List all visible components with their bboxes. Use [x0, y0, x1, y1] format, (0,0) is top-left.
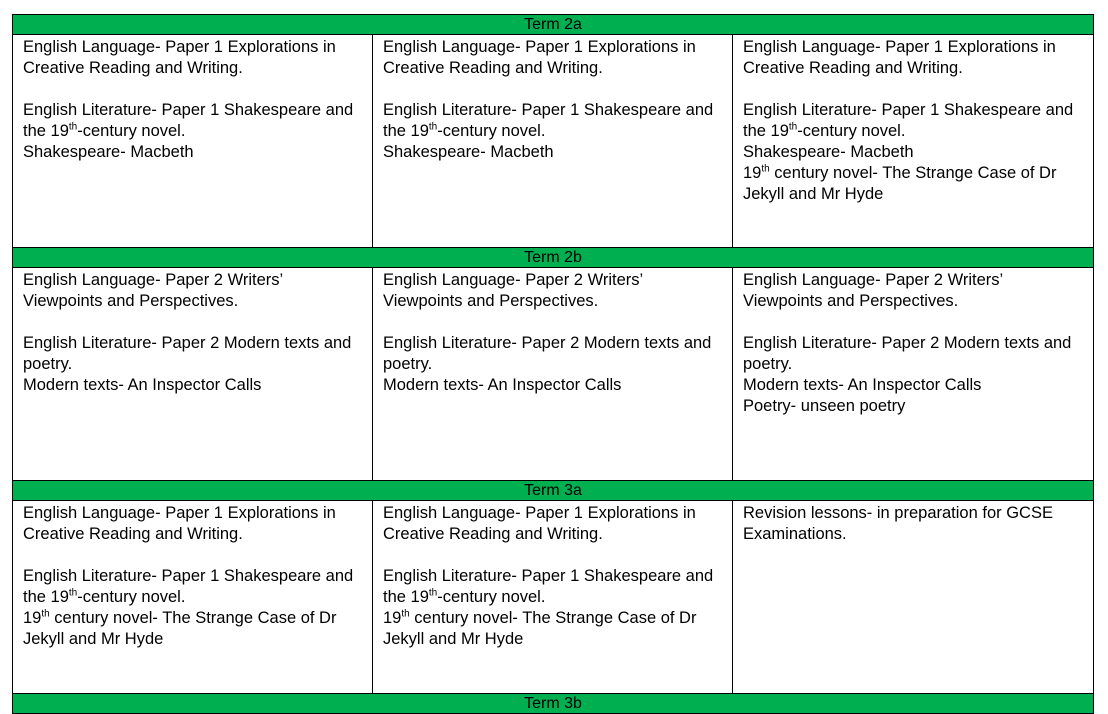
topic-line: Shakespeare- Macbeth: [743, 143, 914, 161]
literature-paper-text: English Literature- Paper 2 Modern texts and poetry.: [743, 334, 1072, 373]
topic-line: Poetry- unseen poetry: [743, 397, 906, 415]
term-cell: [733, 35, 1094, 248]
topic-line: Shakespeare- Macbeth: [383, 143, 554, 161]
curriculum-table-wrapper: [12, 14, 1093, 714]
term-header-row: [13, 694, 1094, 714]
novel-line: 19th century novel- The Strange Case of Dr Jekyll and Mr Hyde: [23, 608, 337, 648]
term-header: Term 3a: [13, 481, 1094, 501]
literature-paper-text: English Literature- Paper 1 Shakespeare and the 19th-century novel.: [743, 101, 1074, 140]
language-paper-text: English Language- Paper 2 Writers’ Viewpoints and Perspectives.: [383, 271, 643, 310]
term-cell: [373, 35, 733, 248]
term-header-row: [13, 481, 1094, 501]
term-cell: [13, 35, 373, 248]
language-paper-text: English Language- Paper 2 Writers’ Viewpoints and Perspectives.: [743, 271, 1003, 310]
revision-text: Revision lessons- in preparation for GCSE Examinations.: [743, 504, 1053, 543]
topic-line: Modern texts- An Inspector Calls: [743, 376, 982, 394]
language-paper-text: English Language- Paper 1 Explorations in Creative Reading and Writing.: [23, 38, 336, 77]
term-cell: [13, 268, 373, 481]
term-header-row: [13, 15, 1094, 35]
literature-paper-text: English Literature- Paper 2 Modern texts and poetry.: [383, 334, 712, 373]
novel-line: 19th century novel- The Strange Case of Dr Jekyll and Mr Hyde: [743, 163, 1057, 203]
language-paper-text: English Language- Paper 2 Writers’ Viewpoints and Perspectives.: [23, 271, 283, 310]
literature-paper-text: English Literature- Paper 1 Shakespeare and the 19th-century novel.: [23, 101, 354, 140]
term-row: [13, 35, 1094, 248]
language-paper-text: English Language- Paper 1 Explorations in Creative Reading and Writing.: [23, 504, 336, 543]
term-cell: [373, 268, 733, 481]
term-cell: [373, 501, 733, 694]
curriculum-table: [12, 14, 1094, 714]
novel-line: 19th century novel- The Strange Case of Dr Jekyll and Mr Hyde: [383, 608, 697, 648]
topic-line: Modern texts- An Inspector Calls: [383, 376, 622, 394]
term-header-row: [13, 248, 1094, 268]
topic-line: Shakespeare- Macbeth: [23, 143, 194, 161]
language-paper-text: English Language- Paper 1 Explorations in Creative Reading and Writing.: [743, 38, 1056, 77]
term-cell: [13, 501, 373, 694]
term-cell: [733, 501, 1094, 694]
term-cell: [733, 268, 1094, 481]
term-row: [13, 501, 1094, 694]
topic-line: Modern texts- An Inspector Calls: [23, 376, 262, 394]
literature-paper-text: English Literature- Paper 1 Shakespeare and the 19th-century novel.: [383, 101, 714, 140]
language-paper-text: English Language- Paper 1 Explorations in Creative Reading and Writing.: [383, 38, 696, 77]
language-paper-text: English Language- Paper 1 Explorations in Creative Reading and Writing.: [383, 504, 696, 543]
literature-paper-text: English Literature- Paper 2 Modern texts and poetry.: [23, 334, 352, 373]
term-row: [13, 268, 1094, 481]
literature-paper-text: English Literature- Paper 1 Shakespeare and the 19th-century novel.: [23, 567, 354, 606]
term-header: Term 2b: [13, 248, 1094, 268]
term-header: Term 3b: [13, 694, 1094, 714]
term-header: Term 2a: [13, 15, 1094, 35]
literature-paper-text: English Literature- Paper 1 Shakespeare and the 19th-century novel.: [383, 567, 714, 606]
